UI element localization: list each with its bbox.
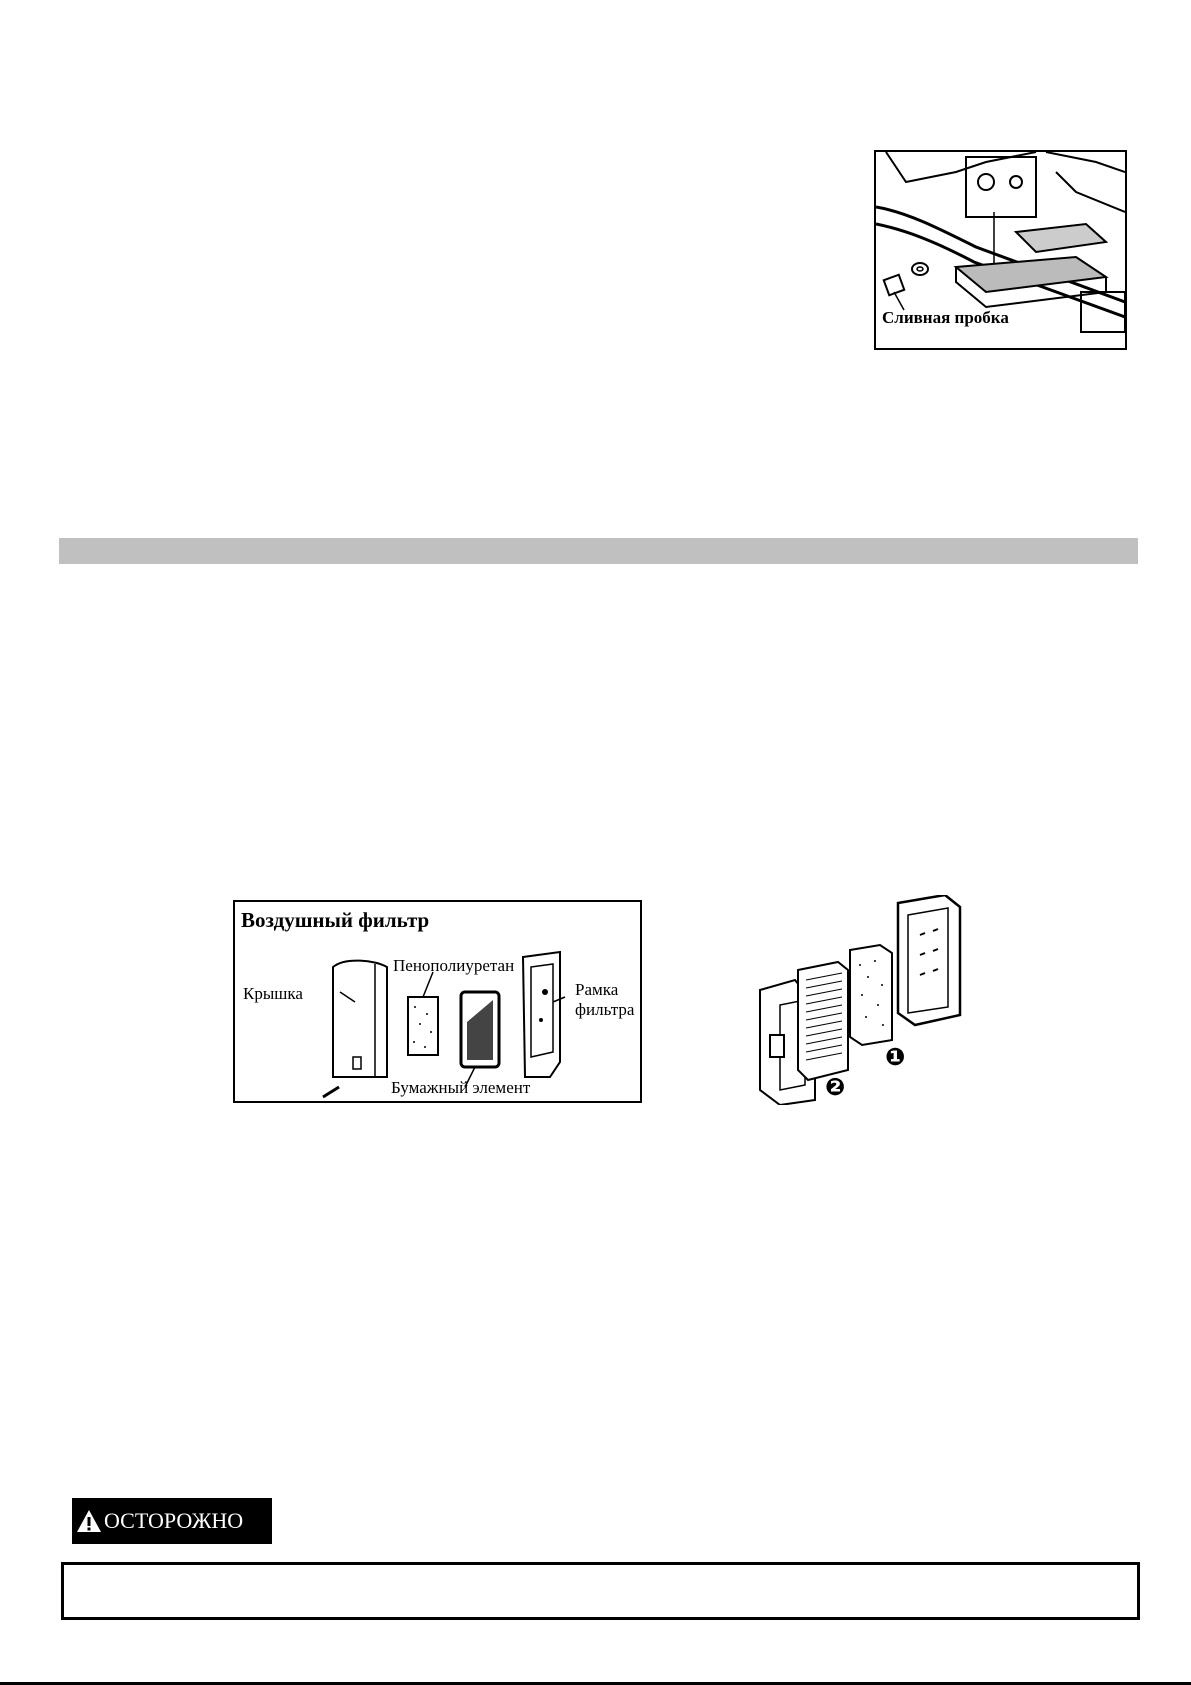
air-filter-label-frame-line2: фильтра	[575, 1000, 635, 1019]
air-filter-label-frame-line1: Рамка	[575, 980, 619, 999]
air-filter-exploded-illustration	[750, 895, 975, 1105]
caution-box	[61, 1562, 1140, 1620]
air-filter-label-foam: Пенополиуретан	[393, 956, 515, 975]
air-filter-title: Воздушный фильтр	[241, 908, 430, 932]
air-filter-label-cover: Крышка	[243, 984, 303, 1003]
exploded-badge-2: ❷	[825, 1073, 846, 1101]
warning-triangle-icon	[76, 1509, 102, 1533]
caution-label	[72, 1498, 272, 1544]
air-filter-exploded-figure	[750, 895, 975, 1105]
air-filter-label-paper: Бумажный элемент	[391, 1078, 531, 1097]
exploded-badge-1: ❶	[885, 1043, 906, 1071]
air-filter-figure	[233, 900, 642, 1103]
drain-plug-label: Сливная пробка	[882, 308, 1009, 327]
drain-plug-figure	[874, 150, 1127, 350]
section-divider-bar	[59, 538, 1138, 564]
caution-text: ОСТОРОЖНО	[104, 1508, 244, 1533]
